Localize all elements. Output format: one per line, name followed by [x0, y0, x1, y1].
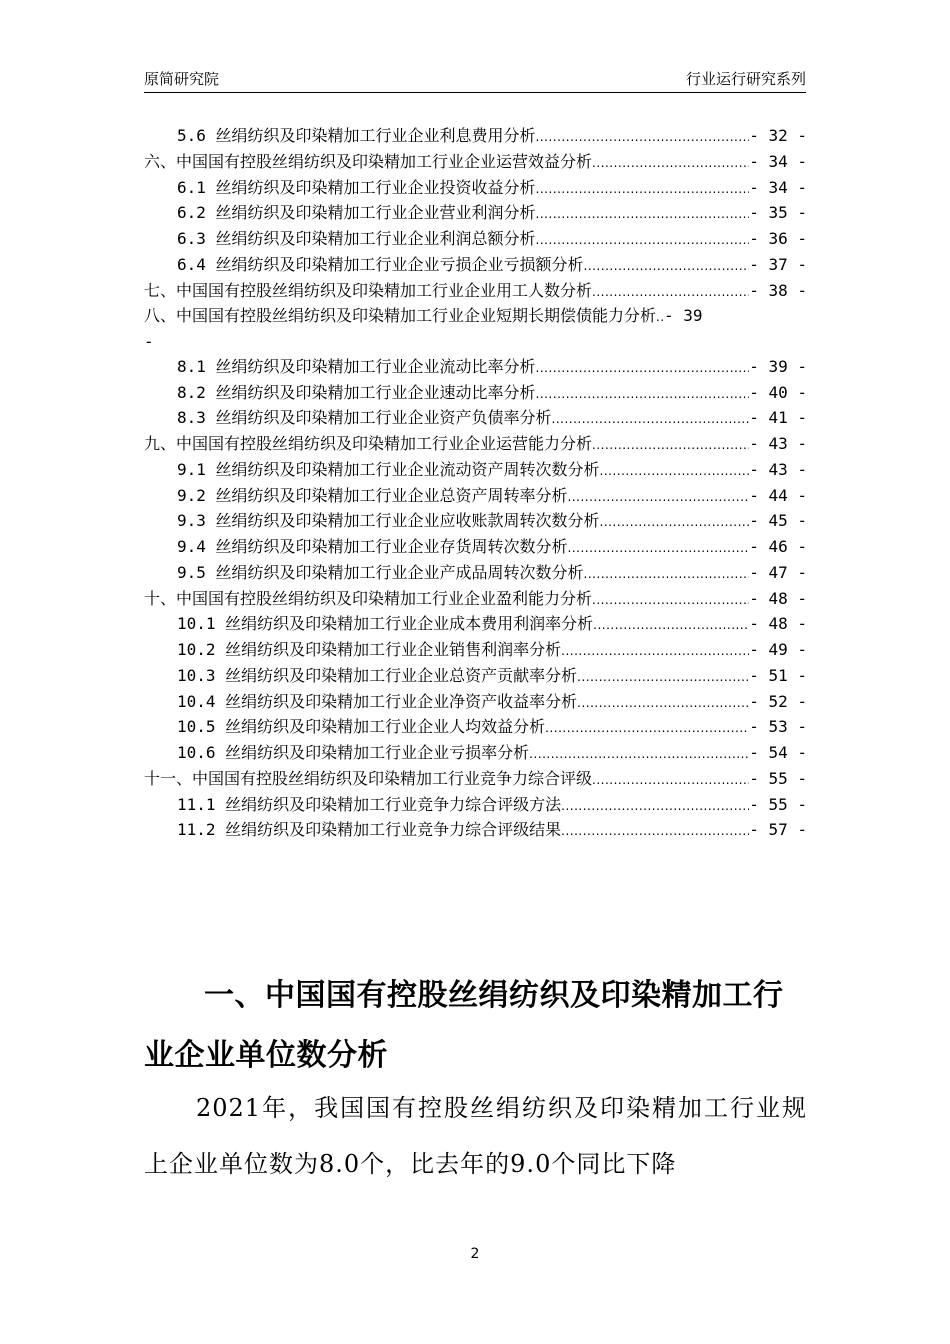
toc-leader-dots: [592, 151, 749, 176]
toc-entry[interactable]: [144, 304, 807, 330]
toc-entry-title: 5.6 丝绢纺织及印染精加工行业企业利息费用分析: [177, 126, 536, 145]
toc-entry-title: 6.2 丝绢纺织及印染精加工行业企业营业利润分析: [177, 203, 536, 223]
toc-entry-page: - 46 -: [749, 537, 807, 556]
toc-leader-dots: [536, 382, 750, 407]
toc-entry-page: - 32 -: [749, 126, 807, 145]
toc-entry-page: - 55 -: [749, 794, 807, 814]
toc-entry-title: 9.4 丝绢纺织及印染精加工行业企业存货周转次数分析: [177, 537, 568, 556]
toc-entry-title: 10.4 丝绢纺织及印染精加工行业企业净资产收益率分析: [177, 691, 578, 711]
toc-leader-dots: [561, 794, 749, 819]
toc-entry[interactable]: [144, 279, 807, 305]
toc-entry[interactable]: [144, 638, 807, 664]
toc-entry-title: 10.6 丝绢纺织及印染精加工行业企业亏损率分析: [177, 743, 530, 762]
toc-entry[interactable]: [144, 818, 807, 844]
toc-leader-dots: [561, 819, 749, 844]
toc-entry-title: 8.1 丝绢纺织及印染精加工行业企业流动比率分析: [177, 356, 536, 376]
header-org-name: 原简研究院: [144, 70, 220, 88]
toc-entry-page: - 57 -: [749, 820, 807, 840]
toc-entry-page: - 40 -: [749, 382, 807, 402]
toc-leader-dots: [577, 665, 749, 690]
toc-entry-page: - 38 -: [749, 280, 807, 300]
toc-entry-page: - 45 -: [749, 511, 807, 531]
toc-entry[interactable]: [144, 715, 807, 741]
table-of-contents: [144, 124, 807, 844]
toc-entry-page: - 49 -: [749, 640, 807, 659]
toc-entry-page: - 41 -: [749, 408, 807, 428]
toc-entry-title: 11.1 丝绢纺织及印染精加工行业竞争力综合评级方法: [177, 794, 562, 814]
toc-entry-page: - 39: [664, 306, 703, 326]
toc-entry-page: - 51 -: [749, 665, 807, 685]
header-series-name: 行业运行研究系列: [685, 70, 806, 88]
toc-entry-title: 10.3 丝绢纺织及印染精加工行业企业总资产贡献率分析: [177, 665, 578, 685]
toc-entry[interactable]: [144, 535, 807, 561]
toc-entry[interactable]: [144, 690, 807, 716]
toc-entry[interactable]: [144, 406, 807, 432]
toc-entry-page: - 48 -: [749, 588, 807, 608]
toc-entry-title: 8.3 丝绢纺织及印染精加工行业企业资产负债率分析: [177, 408, 552, 428]
toc-entry[interactable]: [144, 741, 807, 767]
toc-entry-title: 10.2 丝绢纺织及印染精加工行业企业销售利润率分析: [177, 640, 562, 659]
toc-entry-title: 9.3 丝绢纺织及印染精加工行业企业应收账款周转次数分析: [177, 511, 600, 531]
toc-leader-dots: [592, 768, 749, 793]
toc-leader-dots: [577, 691, 749, 716]
section-paragraph: 2021年，我国国有控股丝绢纺织及印染精加工行业规上企业单位数为8.0个，比去年的9.0个同比下降: [144, 1094, 807, 1178]
toc-leader-dots: [600, 459, 750, 484]
toc-leader-dots: [568, 485, 750, 510]
toc-leader-dots: [600, 510, 750, 535]
toc-entry-page: - 34 -: [749, 177, 807, 197]
toc-entry-title: 八、中国国有控股丝绢纺织及印染精加工行业企业短期长期偿债能力分析: [144, 306, 657, 326]
toc-leader-dots: [592, 588, 749, 613]
toc-entry-page: - 52 -: [749, 691, 807, 711]
toc-leader-dots: [593, 613, 749, 638]
toc-entry-title: 9.1 丝绢纺织及印染精加工行业企业流动资产周转次数分析: [177, 459, 600, 479]
toc-leader-dots: [536, 177, 750, 202]
toc-entry-page: - 54 -: [749, 743, 807, 762]
toc-entry[interactable]: [144, 561, 807, 587]
toc-leader-dots: [584, 254, 750, 279]
toc-entry[interactable]: [144, 176, 807, 202]
toc-leader-dots: [536, 125, 750, 150]
toc-leader-dots: [536, 356, 750, 381]
toc-entry[interactable]: [144, 793, 807, 819]
toc-entry-title: 6.4 丝绢纺织及印染精加工行业企业亏损企业亏损额分析: [177, 254, 584, 274]
toc-entry-title: 十一、中国国有控股丝绢纺织及印染精加工行业竞争力综合评级: [144, 768, 593, 788]
toc-leader-dots: [529, 742, 749, 767]
toc-entry-title: 11.2 丝绢纺织及印染精加工行业竞争力综合评级结果: [177, 820, 562, 840]
toc-leader-dots: [592, 433, 749, 458]
toc-entry-page: - 43 -: [749, 434, 807, 453]
toc-entry[interactable]: [144, 484, 807, 510]
toc-entry[interactable]: [144, 664, 807, 690]
toc-entry-title: 七、中国国有控股丝绢纺织及印染精加工行业企业用工人数分析: [144, 280, 593, 300]
toc-leader-dots: [536, 228, 750, 253]
toc-entry-page: - 53 -: [749, 717, 807, 737]
page-header: [144, 64, 806, 93]
toc-entry-page: - 34 -: [749, 151, 807, 171]
toc-entry[interactable]: [144, 509, 807, 535]
toc-entry-title: 十、中国国有控股丝绢纺织及印染精加工行业企业盈利能力分析: [144, 588, 593, 608]
toc-leader-dots: [656, 305, 664, 330]
toc-entry[interactable]: [144, 587, 807, 613]
toc-entry-page: - 48 -: [749, 614, 807, 634]
toc-entry[interactable]: [144, 458, 807, 484]
toc-entry-title: 9.2 丝绢纺织及印染精加工行业企业总资产周转率分析: [177, 485, 568, 505]
toc-entry-title: 六、中国国有控股丝绢纺织及印染精加工行业企业运营效益分析: [144, 151, 593, 171]
toc-entry[interactable]: [144, 355, 807, 381]
toc-entry[interactable]: [144, 767, 807, 793]
toc-entry-page: - 39 -: [749, 356, 807, 376]
toc-entry-title: 6.3 丝绢纺织及印染精加工行业企业利润总额分析: [177, 229, 536, 248]
toc-entry[interactable]: [144, 201, 807, 227]
toc-entry-title: 九、中国国有控股丝绢纺织及印染精加工行业企业运营能力分析: [144, 434, 593, 453]
toc-entry-page: - 47 -: [749, 562, 807, 582]
toc-entry-page: - 35 -: [749, 203, 807, 223]
toc-entry[interactable]: [144, 432, 807, 458]
toc-entry-title: 8.2 丝绢纺织及印染精加工行业企业速动比率分析: [177, 382, 536, 402]
toc-entry[interactable]: [144, 227, 807, 253]
toc-entry-title: 10.1 丝绢纺织及印染精加工行业企业成本费用利润率分析: [177, 614, 594, 634]
toc-entry-page: - 36 -: [749, 229, 807, 248]
toc-entry-page: - 55 -: [749, 768, 807, 788]
page-number: 2: [470, 1246, 480, 1262]
toc-leader-dots: [592, 280, 749, 305]
toc-leader-dots: [536, 202, 750, 227]
toc-leader-dots: [552, 407, 750, 432]
toc-entry-title: 10.5 丝绢纺织及印染精加工行业企业人均效益分析: [177, 717, 546, 737]
toc-entry-page: - 43 -: [749, 459, 807, 479]
toc-entry-page: - 37 -: [749, 254, 807, 274]
toc-entry-page-continuation: -: [144, 332, 154, 351]
toc-leader-dots: [584, 562, 750, 587]
toc-leader-dots: [568, 536, 750, 561]
toc-entry[interactable]: [144, 150, 807, 176]
section-heading: 一、中国国有控股丝绢纺织及印染精加工行业企业单位数分析: [144, 978, 784, 1073]
toc-leader-dots: [545, 716, 749, 741]
toc-entry[interactable]: [144, 124, 807, 150]
toc-entry-title: 6.1 丝绢纺织及印染精加工行业企业投资收益分析: [177, 177, 536, 197]
toc-leader-dots: [561, 639, 749, 664]
toc-entry[interactable]: [144, 253, 807, 279]
toc-entry[interactable]: [144, 381, 807, 407]
toc-entry-title: 9.5 丝绢纺织及印染精加工行业企业产成品周转次数分析: [177, 562, 584, 582]
toc-entry-page: - 44 -: [749, 485, 807, 505]
toc-entry[interactable]: [144, 612, 807, 638]
